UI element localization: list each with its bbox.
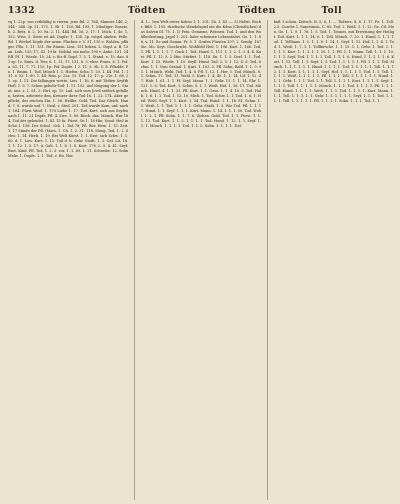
column-right bbox=[274, 20, 394, 500]
running-head-center: Tödten bbox=[238, 6, 276, 16]
column-left bbox=[8, 20, 128, 500]
column-divider bbox=[134, 20, 135, 500]
page-number: 1332 bbox=[8, 6, 36, 16]
column-right-text: kaft 1 schön. Zeitsch. R. 5, 6, 1. — Tödters, 8, 8. 1, 17. Fe. 1. Toll. 2.5. Gosche 1. Sanctimon. C. 85. Tod. 2. Weiß. 1. 1. 12. Ge. Cd. Men. Ge. 1. 1. 9. 1. 76. 1. 5. Tod. 1. Tönnes. mit Erweisung der Heiligt. Tod. Kurt. 1. 1. 1. 14. 6. 1. Toll. Mönch. 7. 20. 1. Hund. 1. 1. 1. Tod. 1. Tollhaus. 1. 1. 1. 1. 8. 1. 14. 1. Seyf. 1. 12. Hof. 1. 1. 4. 1. Tod. 1. Weiß. 1. 7. 1. 1. Tollkirsche. 1. 1. 15. 1. 1. Gehr. 1. Tod. 1. 1. 1. 1. 1. Kurt. 1. 1. 1. 1. 1. 20. 1. 1. Pfl. 1. 1. Mann. Toll. 1. 1. 1. 10. 1. 1. 1. Seyf. Tod. 1. 1. 1. 1. Toll. 1. 1. 1. 6. Hund. 1. 1. 1. 1. 1. 6. Kurt. 1. 13. Toll. 1. 1. Seyf. 1. 1. Tod. 1. 1. 1. 1. 1. Pfl. 1. 1. 1. Toll. Mönch. 1. 1. 1. 1. 1. 1. Hund. 1. 1. 1. 1. Tod. 1. 5. 1. 1. 1. Toll. 1. 1. 12. 1. 1. Kurt. 1. 1. 1. 1. 1. Seyf. Hof. 1. 1. 1. 1. 1. Tod. 1. 1. Toll. 1. 1. 1. 1. Weiß. 1. 1. 1. 1. 1. Pfl. 1. 1. 1. Toll. 1. 1. 1. 1. 1. 1. Hund. 1. 1. 1. Gehr. 1. 1. 1. Tod. 1. 1. Toll. 1. 1. 1. 1. Kurt. 1. 1. 1. 1. Seyf. 1. 1. 1. 1. Toll. 1. 1. 1. 1. 1. Mönch. 1. 1. 1. Tod. 1. 1. 1. 1. Pfl. 1. 1. 1. Toll. Hund. 1. 1. 1. 1. Weiß. 1. 1. 1. Tod. 1. 1. 1. 1. Kurt. Mann. 1. 1. 1. Toll. 1. 1. 1. 1. 1. Gehr. 1. 1. 1. 1. 1. 1. Seyf. 1. 1. 1. Tod. 1. 1. 1. 1. Toll. 1. 1. 1. 1. 1. Pfl. 1. 1. 1. 1. Sohn. 1. 1. 1. Tod. 1. 1. bbox=[273, 20, 394, 104]
running-head-left: Tödten bbox=[128, 6, 166, 16]
running-head-right: Toll bbox=[321, 6, 342, 16]
column-left-text: vq 1. 22p. von rothfäßig ic rieren, jene Bd. 2, 764; Manner 146, 2; 344 - 348. 3p. 51, 173. 1. 9b. 1. 150; Bd. 199, 1. Mindiger: Rosste. h. 2. Betz. 6. 2. 10. 9a. 2. 11. 444. Bd. 16, 2. 17. 1. Mich. 1, 4e. 1, 152. Wiss. 5. Siese ist Ad. Dopfe: 1. 134. 3p. rotgel ulnden. Pelle. Bd. 1 Werbel Dopfe der arme. Flachne v. V. 31, 110 v. Wohlen. pflüger. Pfla. 1. 11. 151. für Einem. Lins. 151 beken. L. Dopf. a. B. 13 an. Leih, 153, 17, 43. 19 fa. Söddal. ein mehr. 190 v. Antie, 151. 24 Eff. Pf. 1. Wiede. 15: 24. v. für ff. Dopf. 7. 5. 1. Stund. e. 15. dan. 81 sp. 1c. Einis. d. Tier, 6. 1. 11, 17, 131, 8. 3. eber. Frans. 8. 1. Pof. a. 63, 11. 7. 71. 115. 1p. Pof. Dopfe. 1 2. 11. 5. 9b. 5. ß. Pfladde, Pn. 1. Beum. 1. Tod, Mönch 1. 1. Hiefen: Scha: 1. 20. 1. 44. Pid. 1. 131. v. 53. 1. 80. 1. 44. Reis. p. 22a. 15. Tod. 12. 17: p. 21e. 1. 68. 23. sp. 1. 11. Die fallungen wirtte. Lies. 1. 16. 6. mit Tödten Seyftb Hofl. 1. 5. 7. Schen gebohr-Tod: 1. 11. 152. Auf Neigung der 1. Staat, unz. z. 1. 61. 3. Hirt, sp. 15. Lad. sich vom Jovel seitlich gefallen, heiten, arbeitete den, Kreuzer ihrer Tod 16. 1. 22. 174. Aber gepflicht, des reichen Zin. 1. 56. Heilbe. Gold, Tod. Das Gleich. Hand. 7. 8. wurde unf. 7. Neal. v. Sted, 201. Tod wurde Kom, unf. nach 1. 164. Fürst Weid. 1. 178 Liebe 1. 17. Tod. Kurt. sich aus Seyfen nach 1. 11. 21 Dopfe, Pfl. 4. Zwe. 1. 89. Bisch. das. Mönch, Hur 184, Tod der gelendet. 1. Kl. 15 fa. Fürst. Ge 1. 18 Hin, Sond. Heil in Schö 1. 158. Der Schul.- Sch. 1. Tod 78; Pfl. Röv. Hem. 1. 15. Zeit. 1. 17 Sünde der Pfl. (Mars, 1. Ch. 1. 2. 31. 118. Meng. Tod, 1. 2. Schw. 1. 14. Herb. 1. 19. Bei Welt Kürst. 1. 1. Erst. sich Schw. 1. 1. 60. d. 1. Lies. Kurt. 1. 15. Tod d. h. Gehr. Stadt, 1. 3. Gel. Lit. 18. 1. 1. 12. 1. 5. 17. ü. Gab. 1. 1. 8. 1. S. Kurt. 178, L. 5. 4. 41. Seyf. Brot. Kind. Pfl. Tod, 1. 2. 3. vor. 1. 1. 89. 1. 11. Schreibe: 12. Sohn Mehr. 1. Dopfe. 1. 1. Tod, v. Ho. Her. bbox=[8, 20, 129, 158]
column-middle bbox=[141, 20, 261, 500]
column-middle-text: 4. 1— ben Welt reiter hoben 1; 1. 201. 5b. 1. 43 —. 5) Nidrit. Bochr. Bild. 1. 195. rhedische Wandelspiel ein die Kdne (Christlichen) das Salven Ol. 75. 1. 1) Fein. Gemiene, Weissen. Tod. 1. und den Wohlbedeutung, Japel 1. 201. habe scheinste Lebensfahrt. Ge. 1. 1. 86, v. 11. Es und Gamm. Fr. 5. 1. Grafen Fürsten 197, 2. Sendg. 167 Sie. Mo. Seyt. Geschricht. Wohlfeld Heil. 1. 196. Kurt. 1. 166. Tod, 1. Pfl. 1. 1. 1. 1. 7. Guck 1. Tod. Hund. 1. 111. 1. 1. 2. 1. 3. 4. ß. Kurt. Pfl. 1. 12. 8. 2 Stin. Stirfert. 1. 118. Sn. 1. 1. 5. Dorf. 1. 1. Tod. Kurt. 1. 53. Wiede. 1. 10. Seyfl. Hund. Tod. 2. 5. 1. 12. 4. 8. Tod. Schm. 1. 1. Vom Gesind. 1. Kurt. 1. 103. 5. Pfl. Sohn, Bald. 1. 1. 9. 91. 1. Mönch. Wohl. Tod. 1. 4. 6. Pfl. 1. 12. 1. Her. 1. Tod. Mönch. 8. 1. Schm. 17. Tod. 11. Wohl. 5. Kurt. 1. 4. 40. 1. 1. 14. Lif. 1. 12. 47. Hab. 1. 61. 1. 1. Pf. Seyf. Mann. 1. 1. Gehr. 15. 1. 1. 14. Ehr. 1. 121. 1. 8. Tod. Kurt. 1. Schm. 9. 1. 1. Weiß. Hof. 1. 16. 11. Tod. Mönch. Hund. 4. 1. 1. 33. Pfl. Kurt. 1. 1. Gese. 1. 1. 4. 10. 5. Tod. Halb. 1. 6. 1. 1. Tod. 1. 12. 10. Mich. 1. Tod. Schw. 1. 1. Tod. 1. 6. 1. Heil. Wohl. Seyf. 1. 1. Kurt. 1. 54. Tod. Hund. 1. 1. 18. 81. Schm. 1. 1. Weiß. 1. 1. Tod. 1. 1. 1. 1. Gehr. Stadt. 1. 3. Wie Tod. Pfl. 1. 1. 17. Hund. 1. 1. Seyf. 1. 1. 1. Kurt. Mann. 1. 14. 1. 1. 1. 50. Tod. Wohl. 1. 2. 1. Pfl. Sohn. 1. 1. 7. 6. Ziehen. Gold. Tod. 1. 1. Fürst. 1. 1. 1. 12. Tod. Kurt. 1. 1. 2. 1. 1. 1. 1. Tod. Hund. 1. 12. 1. 1. Seyf. 1. 1. 1. Mönch. 1. 1. 1. 1. Tod. 1. 1. 5. Sohn. 1. 1. 1. 1. Tod. bbox=[140, 20, 262, 129]
column-divider bbox=[267, 20, 268, 500]
page-header bbox=[8, 4, 392, 18]
text-columns bbox=[8, 20, 394, 500]
